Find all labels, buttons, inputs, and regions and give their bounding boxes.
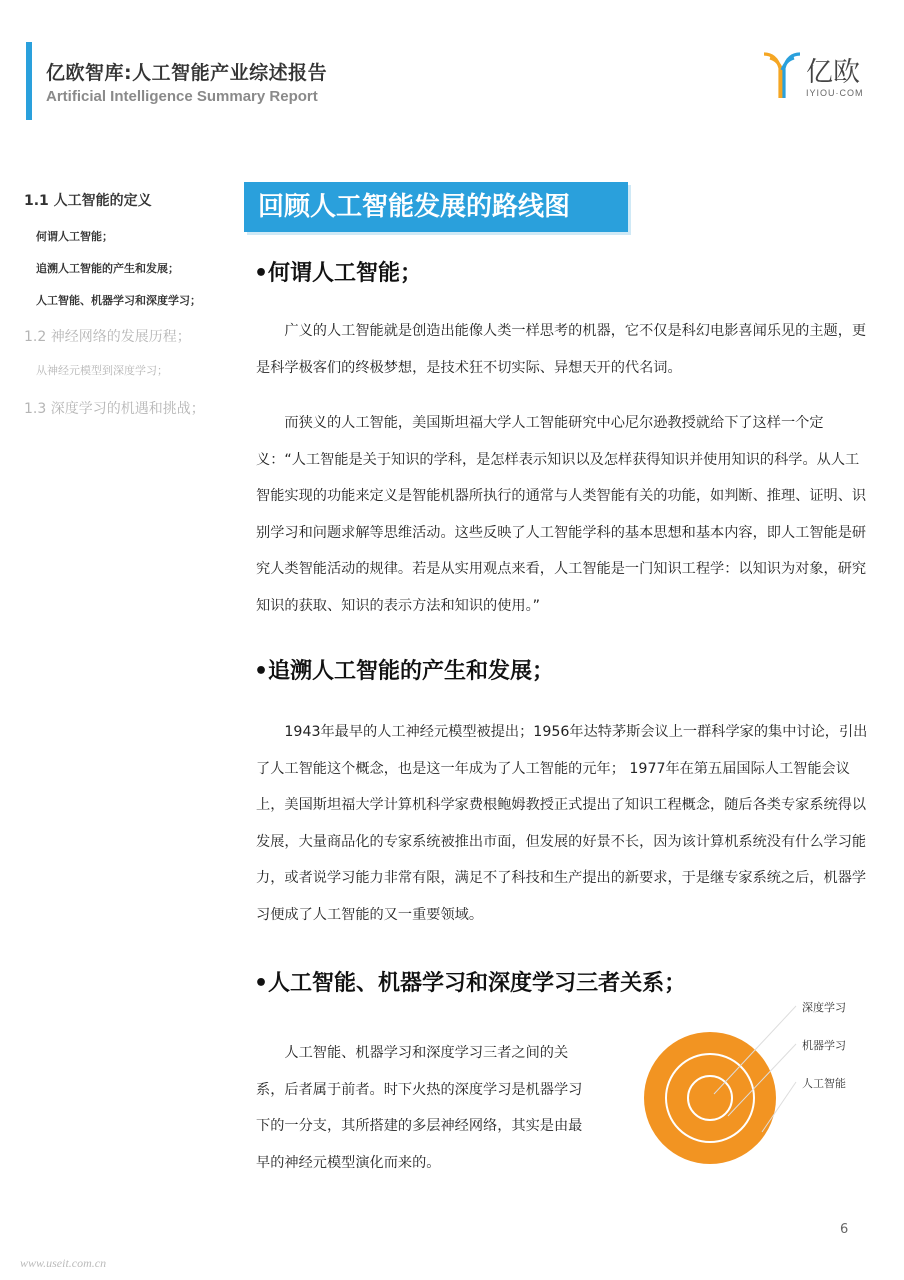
logo-wordmark: 亿欧 [806,57,860,88]
toc-item-1-1[interactable]: 1.1 人工智能的定义 [24,193,152,209]
yiou-logo [762,48,882,108]
heading-ai-origin: •追溯人工智能的产生和发展； [254,659,555,684]
label-ai: 人工智能 [802,1077,846,1090]
paragraph: 1943年最早的人工神经元模型被提出；1956年达特茅斯会议上一群科学家的集中讨论，引出了人工智能这个概念，也是这一年成为了人工智能的元年； 1977年在第五届国际人工智能会议上，美国斯坦福大学计算机科学家费根鲍姆教授正式提出了知识工程概念，随后各类专家系统得以发展，大量商品化的专家系统被推出市面，但发展的好景不长，因为该计算机系统没有什么学习能力，或者说学习能力非常有限，满足不了科技和生产提出的新要求，于是继专家系统之后，机器学习便成了人工智能的又一重要领域。 [256,724,868,923]
nested-circles-diagram [632,992,872,1172]
paragraph: 人工智能、机器学习和深度学习三者之间的关系，后者属于前者。时下火热的深度学习是机器学习下的一分支，其所搭建的多层神经网络，其实是由最早的神经元模型演化而来的。 [256,1045,583,1171]
section-banner: 回顾人工智能发展的路线图 [244,182,628,232]
heading-ai-ml-dl: •人工智能、机器学习和深度学习三者关系； [254,971,687,996]
toc-item-1-2[interactable]: 1.2 神经网络的发展历程； [24,329,191,345]
label-machine-learning: 机器学习 [802,1039,846,1052]
toc-item-what-is-ai[interactable]: 何谓人工智能； [36,230,113,243]
watermark: www.useit.com.cn [20,1256,107,1270]
toc-item-ai-origin[interactable]: 追溯人工智能的产生和发展； [36,262,179,275]
report-subtitle: Artificial Intelligence Summary Report [46,88,318,105]
toc-item-neuron-to-dl[interactable]: 从神经元模型到深度学习； [36,364,168,377]
report-title: 亿欧智库:人工智能产业综述报告 [46,62,328,84]
heading-what-is-ai: •何谓人工智能； [254,261,423,286]
page-number: 6 [840,1222,849,1237]
toc-item-ai-ml-dl[interactable]: 人工智能、机器学习和深度学习； [36,294,201,307]
paragraph: 广义的人工智能就是创造出能像人类一样思考的机器，它不仅是科幻电影喜闻乐见的主题，更是科学极客们的终极梦想，是技术狂不切实际、异想天开的代名词。 [256,323,867,376]
paragraph: 而狭义的人工智能，美国斯坦福大学人工智能研究中心尼尔逊教授就给下了这样一个定义：“人工智能是关于知识的学科，是怎样表示知识以及怎样获得知识并使用知识的科学。从人工智能实现的功能来定义是智能机器所执行的通常与人类智能有关的功能，如判断、推理、证明、识别学习和问题求解等思维活动。这些反映了人工智能学科的基本思想和基本内容，即人工智能是研究人类智能活动的规律。若是从实用观点来看，人工智能是一门知识工程学：以知识为对象，研究知识的获取、知识的表示方法和知识的使用。” [256,415,867,614]
toc-item-1-3[interactable]: 1.3 深度学习的机遇和挑战； [24,401,205,417]
logo-mark-icon [762,48,802,102]
circle-ai [644,1032,776,1164]
header-accent-bar [26,42,32,120]
label-deep-learning: 深度学习 [802,1001,846,1014]
logo-domain: IYIOU·COM [806,88,864,98]
